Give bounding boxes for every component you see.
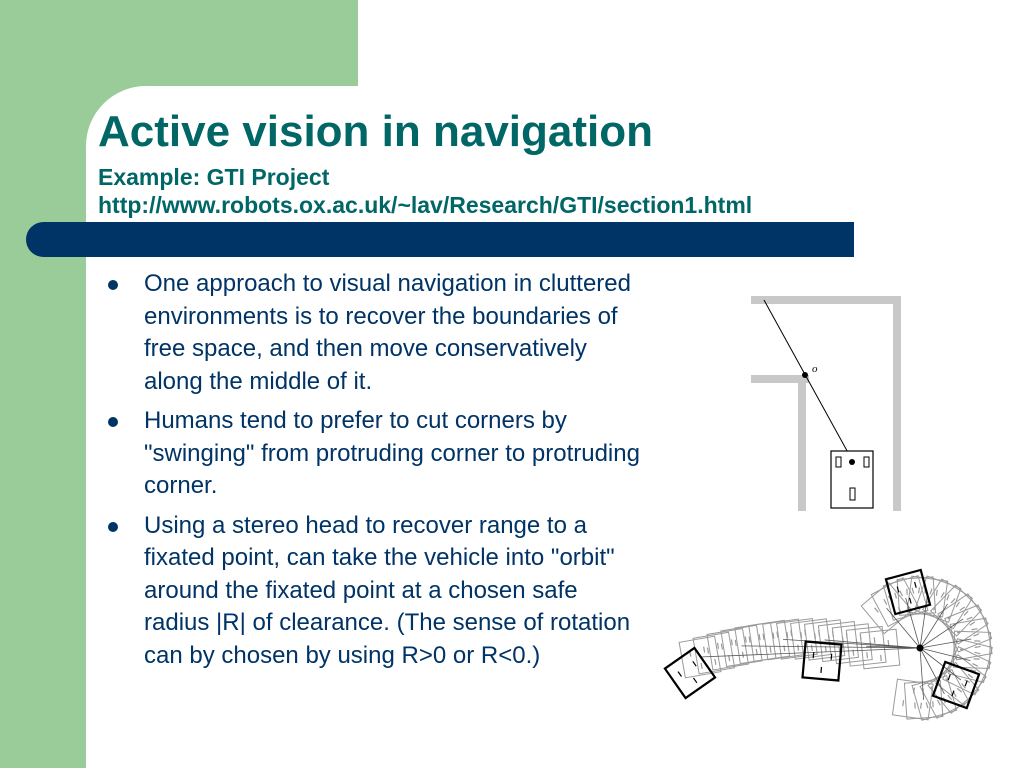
stereo-head xyxy=(849,459,855,465)
trajectory-key-vehicles xyxy=(665,570,979,708)
bullet-item-orbit: Using a stereo head to recover range to a fixated point, can take the vehicle into "orbit" around the fixated point at a chosen safe radius |R| of clearance. (The sense of rotation can by chosen by using R>0 or R<0.) xyxy=(104,510,644,673)
corridor-wall-right xyxy=(893,296,901,511)
ghost-vehicle xyxy=(897,577,935,615)
ghost-vehicle xyxy=(931,585,982,636)
fixation-ray xyxy=(920,648,924,700)
corridor-wall-top xyxy=(751,296,901,304)
bullet-item-cut-corners: Humans tend to prefer to cut corners by "swinging" from protruding corner to protruding corner. xyxy=(104,405,644,503)
title-underline-bar xyxy=(26,222,854,257)
subtitle-example: Example: GTI Project xyxy=(98,164,330,190)
orbit-trajectory-diagram xyxy=(650,545,1024,768)
subtitle-url: http://www.robots.ox.ac.uk/~lav/Research/GTI/section1.html xyxy=(98,192,753,218)
ghost-vehicle xyxy=(953,631,990,668)
bullet-item-free-space: One approach to visual navigation in cluttered environments is to recover the boundaries of free space, and then move conservatively along the middle of it. xyxy=(104,268,644,398)
fixation-point xyxy=(802,372,808,378)
fixation-label: o xyxy=(812,363,818,375)
fixation-rays xyxy=(700,597,971,700)
bullet-list xyxy=(104,268,644,679)
trajectory-ghost-vehicles xyxy=(679,576,992,720)
corridor-diagram xyxy=(740,288,910,518)
ghost-vehicle xyxy=(804,620,844,660)
corridor-wall-corner-vertical xyxy=(798,375,806,511)
fixation-ray xyxy=(920,597,927,648)
slide-title: Active vision in navigation xyxy=(98,107,654,156)
fixation-ray xyxy=(920,639,971,648)
slide-subtitle xyxy=(98,163,752,219)
orbit-fixated-point xyxy=(917,645,924,652)
